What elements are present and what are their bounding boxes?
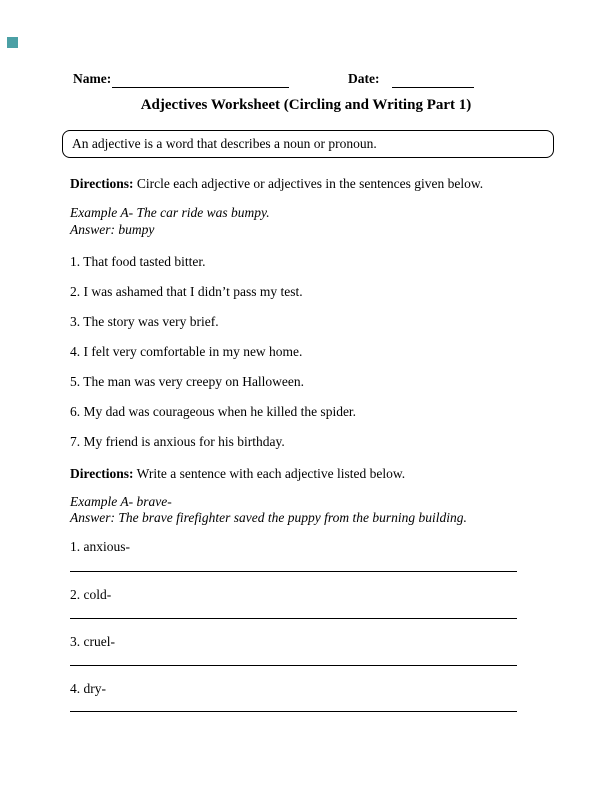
sentence-item: 4. I felt very comfortable in my new home. bbox=[70, 344, 303, 359]
sentence-item: 5. The man was very creepy on Halloween. bbox=[70, 374, 305, 389]
write-item-label: 4. dry- bbox=[70, 681, 106, 696]
name-label: Name: bbox=[73, 71, 112, 86]
sentence-item: 7. My friend is anxious for his birthday. bbox=[70, 434, 285, 449]
sentence-item: 2. I was ashamed that I didn’t pass my test. bbox=[70, 284, 303, 299]
sentence-item: 3. The story was very brief. bbox=[70, 314, 219, 329]
directions-label: Directions: bbox=[70, 466, 134, 481]
name-blank-line bbox=[112, 87, 289, 88]
circling-example-line-1: Example A- The car ride was bumpy. bbox=[70, 205, 270, 220]
answer-line bbox=[70, 571, 517, 572]
circling-example-line-2: Answer: bumpy bbox=[70, 222, 155, 237]
definition-text: An adjective is a word that describes a noun or pronoun. bbox=[72, 136, 377, 151]
date-blank-line bbox=[392, 87, 474, 88]
directions-text: Circle each adjective or adjectives in the sentences given below. bbox=[136, 176, 484, 191]
sentence-item: 1. That food tasted bitter. bbox=[70, 254, 206, 269]
circling-directions bbox=[70, 176, 483, 192]
answer-line bbox=[70, 618, 517, 619]
write-item-label: 1. anxious- bbox=[70, 539, 130, 554]
answer-line bbox=[70, 665, 517, 666]
date-label: Date: bbox=[348, 71, 380, 86]
sentence-item: 6. My dad was courageous when he killed the spider. bbox=[70, 404, 357, 419]
corner-decoration-square bbox=[7, 37, 18, 48]
directions-text: Write a sentence with each adjective listed below. bbox=[136, 466, 406, 481]
directions-label: Directions: bbox=[70, 176, 134, 191]
write-item-label: 3. cruel- bbox=[70, 634, 115, 649]
writing-directions bbox=[70, 466, 405, 482]
answer-line bbox=[70, 711, 517, 712]
page-title: Adjectives Worksheet (Circling and Writing Part 1) bbox=[140, 97, 472, 113]
writing-example-line-1: Example A- brave- bbox=[70, 494, 172, 509]
definition-box bbox=[62, 130, 554, 158]
write-item-label: 2. cold- bbox=[70, 587, 112, 602]
writing-example-line-2: Answer: The brave firefighter saved the puppy from the burning building. bbox=[70, 510, 467, 525]
